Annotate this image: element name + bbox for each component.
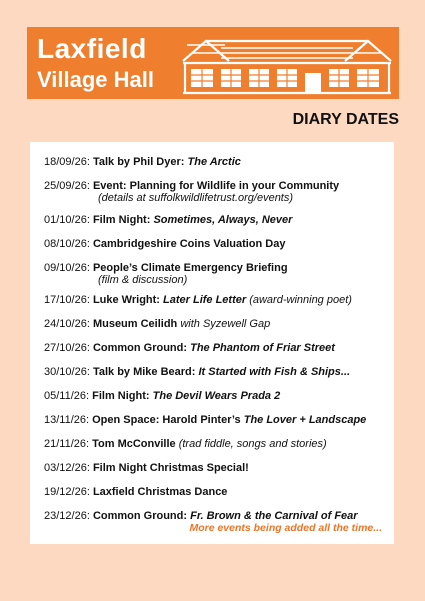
event-date: 17/10/26: (44, 294, 93, 306)
event-title-part: Cambridgeshire Coins Valuation Day (92, 238, 286, 250)
event-entry (44, 510, 358, 522)
event-title-part: Event: Planning for Wildlife in your Community (92, 180, 340, 192)
event-entry (44, 156, 241, 168)
event-entry (44, 214, 292, 226)
header-banner (27, 27, 399, 99)
event-title-part: Later Life Letter (163, 294, 247, 306)
event-entry (44, 462, 249, 474)
event-title-part: The Devil Wears Prada 2 (152, 390, 281, 402)
event-date: 25/09/26: (44, 180, 93, 192)
event-date: 24/10/26: (44, 318, 93, 330)
event-title-part: Fr. Brown & the Carnival of Fear (190, 510, 358, 522)
event-title-part: Common Ground: (92, 342, 191, 354)
events-panel (30, 142, 394, 544)
event-title-part: with Syzewell Gap (177, 318, 271, 330)
event-entry (44, 294, 352, 306)
event-entry (44, 438, 327, 450)
event-title-part: The Arctic (187, 156, 241, 168)
event-entry (44, 238, 286, 250)
event-entry (44, 180, 339, 204)
event-title-part: Common Ground: (92, 510, 191, 522)
event-date: 30/10/26: (44, 366, 93, 378)
event-date: 08/10/26: (44, 238, 93, 250)
event-date: 13/11/26: (44, 414, 93, 426)
event-entry (44, 262, 288, 286)
event-title-part: The Phantom of Friar Street (190, 342, 335, 354)
title-line-2: Village Hall (37, 67, 154, 92)
event-entry (44, 414, 366, 426)
event-title-part: Film Night: (92, 390, 153, 402)
event-details: (details at suffolkwildlifetrust.org/events) (98, 192, 294, 204)
event-title-part: Talk by Mike Beard: (92, 366, 199, 378)
event-title-part: Sometimes, Always, Never (153, 214, 293, 226)
event-title-part: Film Night: (92, 214, 154, 226)
event-date: 05/11/26: (44, 390, 93, 402)
event-title-part: Laxfield Christmas Dance (92, 486, 228, 498)
event-entry (44, 390, 280, 402)
event-title-part: (trad fiddle, songs and stories) (175, 438, 327, 450)
event-date: 23/12/26: (44, 510, 93, 522)
event-title-part: Talk by Phil Dyer: (92, 156, 188, 168)
event-date: 01/10/26: (44, 214, 93, 226)
event-date: 18/09/26: (44, 156, 93, 168)
event-entry (44, 342, 335, 354)
footer-note: More events being added all the time... (189, 522, 382, 534)
event-date: 21/11/26: (44, 438, 93, 450)
event-title-part: Tom McConville (92, 438, 176, 450)
section-title: DIARY DATES (292, 111, 399, 128)
event-title-part: Film Night Christmas Special! (92, 462, 249, 474)
event-title-part: It Started with Fish & Ships... (198, 366, 351, 378)
event-title-part: (award-winning poet) (246, 294, 352, 306)
title-line-1: Laxfield (37, 33, 147, 64)
event-title-part: Open Space: Harold Pinter’s (92, 414, 244, 426)
event-title-part: The Lover + Landscape (243, 414, 367, 426)
event-title-part: Luke Wright: (92, 294, 164, 306)
event-date: 03/12/26: (44, 462, 93, 474)
event-date: 19/12/26: (44, 486, 93, 498)
event-date: 27/10/26: (44, 342, 93, 354)
event-title-part: People’s Climate Emergency Briefing (92, 262, 288, 274)
event-date: 09/10/26: (44, 262, 93, 274)
event-details: (film & discussion) (98, 274, 188, 286)
event-entry (44, 486, 227, 498)
village-hall-building-icon (181, 35, 393, 95)
event-title-part: Museum Ceilidh (92, 318, 178, 330)
event-entry (44, 318, 270, 330)
event-entry (44, 366, 350, 378)
